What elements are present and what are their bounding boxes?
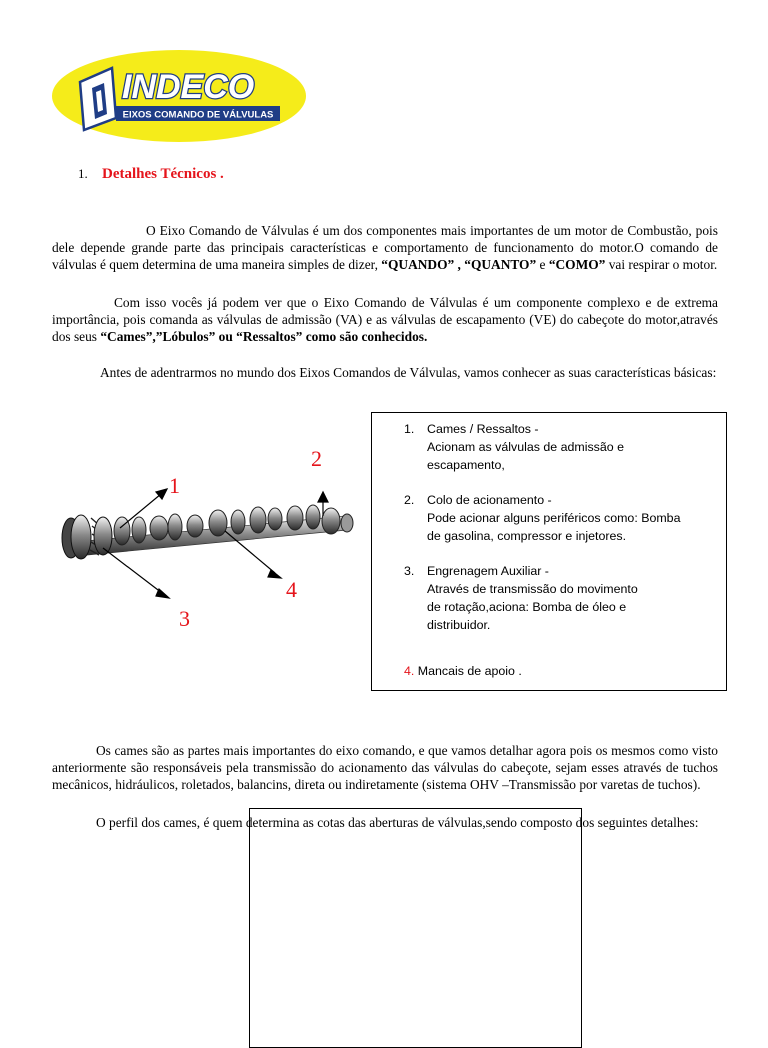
- indeco-logo: [50, 48, 308, 144]
- section-title: Detalhes Técnicos .: [102, 166, 224, 182]
- diagram-label-4: 4: [286, 577, 297, 602]
- paragraph-basic-features: Antes de adentrarmos no mundo dos Eixos Comandos de Válvulas, vamos conhecer as suas características básicas:: [100, 365, 717, 380]
- parts-list-item: 1. Cames / Ressaltos - Acionam as válvulas de admissão e escapamento,: [404, 422, 624, 472]
- parts-list-box: [371, 412, 727, 691]
- parts-list-item: 3. Engrenagem Auxiliar - Através de transmissão do movimento de rotação,aciona: Bomba de óleo e distribuidor.: [404, 564, 638, 632]
- cam-profile-figure-frame: [249, 808, 582, 1048]
- paragraph-cams: Os cames são as partes mais importantes do eixo comando, e que vamos detalhar agora pois os mesmos como visto anteriormente são responsáveis pela transmissão do acionamento das válvulas do cabeçote, sejam esses através de tuchos mecânicos, hidráulicos, roletados, balancins, direta ou indiretamente (sistema OHV –Transmissão por varetas de tuchos).: [52, 743, 718, 792]
- camshaft-illustration: [55, 430, 360, 640]
- diagram-label-1: 1: [169, 473, 180, 498]
- paragraph-intro: O Eixo Comando de Válvulas é um dos componentes mais importantes de um motor de Combustão, pois dele depende grande parte das principais características e comportamento de funcionamento do motor.O comando de válvulas é quem determina de uma maneira simples de dizer, “QUANDO” , “QUANTO” e “COMO” vai respirar o motor.: [52, 223, 718, 272]
- section-heading: [78, 166, 224, 183]
- diagram-label-2: 2: [311, 446, 322, 471]
- logo-tagline: EIXOS COMANDO DE VÁLVULAS: [122, 109, 274, 121]
- parts-list-item: 4. Mancais de apoio .: [404, 664, 522, 678]
- section-number: 1.: [78, 166, 88, 181]
- diagram-label-3: 3: [179, 606, 190, 631]
- parts-list-item: 2. Colo de acionamento - Pode acionar alguns periféricos como: Bomba de gasolina, compressor e injetores.: [404, 493, 681, 543]
- logo-brand: INDECO: [122, 68, 255, 106]
- paragraph-complexity: Com isso vocês já podem ver que o Eixo Comando de Válvulas é um componente complexo e de extrema importância, pois comanda as válvulas de admissão (VA) e as válvulas de escapamento (VE) do cabeçote do motor,através dos seus “Cames”,”Lóbulos” ou “Ressaltos” como são conhecidos.: [52, 295, 718, 344]
- paragraph-cam-profile: O perfil dos cames, é quem determina as cotas das aberturas de válvulas,sendo composto dos seguintes detalhes:: [96, 815, 699, 830]
